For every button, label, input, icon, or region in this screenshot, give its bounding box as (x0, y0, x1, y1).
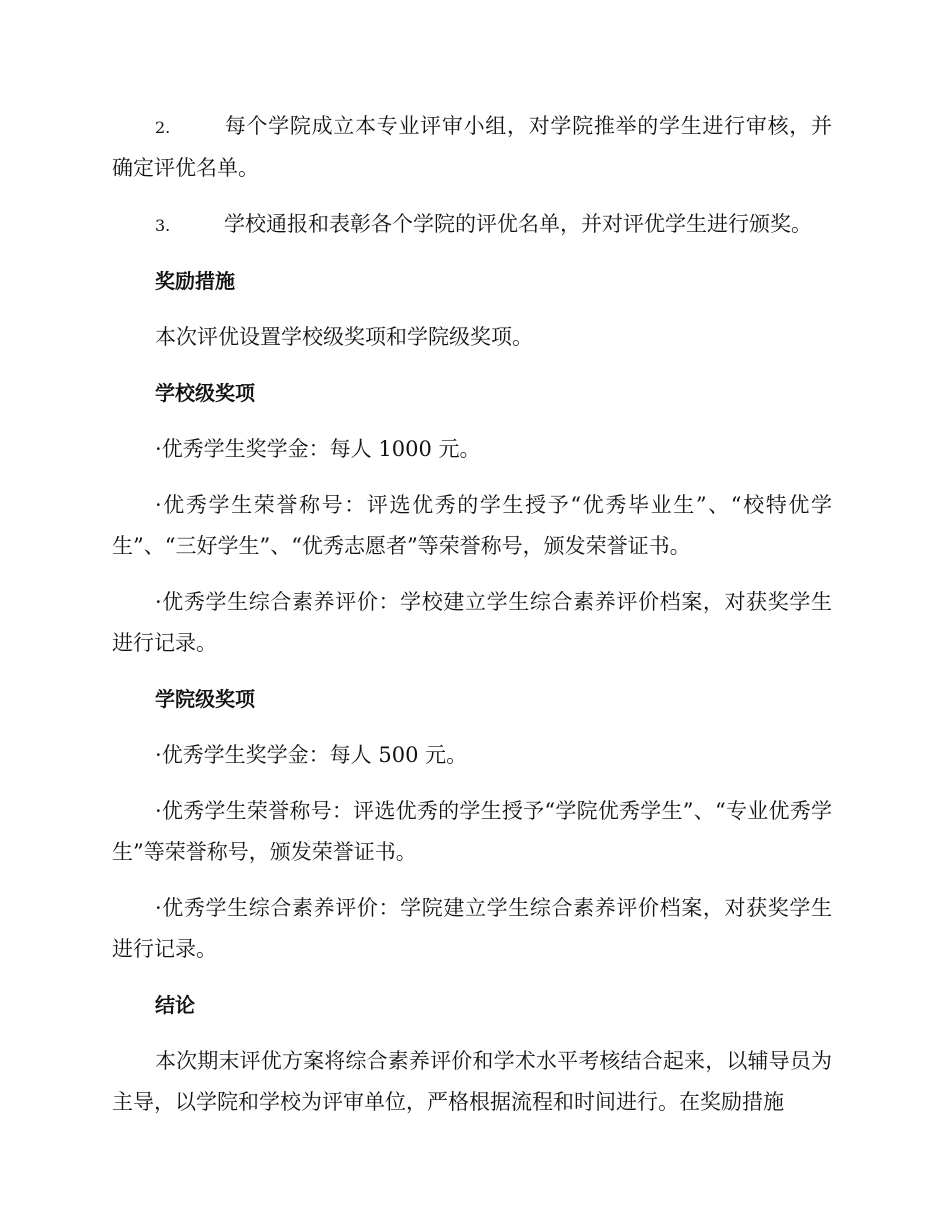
school-bullet-scholarship: · 优秀学生奖学金：每人 1000 元。 (112, 429, 832, 470)
document-page (112, 106, 832, 1138)
list-item-text: 每个学院成立本专业评审小组，对学院推举的学生进行审核，并确定评优名单。 (112, 114, 832, 180)
list-item-text: 学校通报和表彰各个学院的评优名单，并对评优学生进行颁奖。 (224, 212, 812, 236)
section-heading-college-level: 学院级奖项 (155, 687, 255, 711)
awards-intro: 本次评优设置学校级奖项和学院级奖项。 (155, 325, 533, 349)
section-heading-awards: 奖励措施 (155, 269, 235, 293)
section-heading-school-level: 学校级奖项 (155, 381, 255, 405)
school-bullet-honor-title: · 优秀学生荣誉称号：评选优秀的学生授予“优秀毕业生”、“校特优学生”、“三好学生”、“优秀志愿者”等荣誉称号，颁发荣誉证书。 (112, 485, 832, 567)
section-heading-conclusion: 结论 (155, 993, 195, 1017)
college-bullet-evaluation: · 优秀学生综合素养评价：学院建立学生综合素养评价档案，对获奖学生进行记录。 (112, 888, 832, 970)
list-item-3 (112, 204, 832, 246)
conclusion-paragraph: 本次期末评优方案将综合素养评价和学术水平考核结合起来，以辅导员为主导，以学院和学校为评审单位，严格根据流程和时间进行。在奖励措施 (112, 1049, 832, 1114)
list-number: 3. (155, 216, 171, 235)
school-bullet-evaluation: · 优秀学生综合素养评价：学校建立学生综合素养评价档案，对获奖学生进行记录。 (112, 582, 832, 664)
list-item-2 (112, 106, 832, 189)
college-bullet-honor-title: · 优秀学生荣誉称号：评选优秀的学生授予“学院优秀学生”、“专业优秀学生”等荣誉称号，颁发荣誉证书。 (112, 791, 832, 873)
college-bullet-scholarship: · 优秀学生奖学金：每人 500 元。 (112, 735, 832, 776)
list-number: 2. (155, 118, 171, 137)
